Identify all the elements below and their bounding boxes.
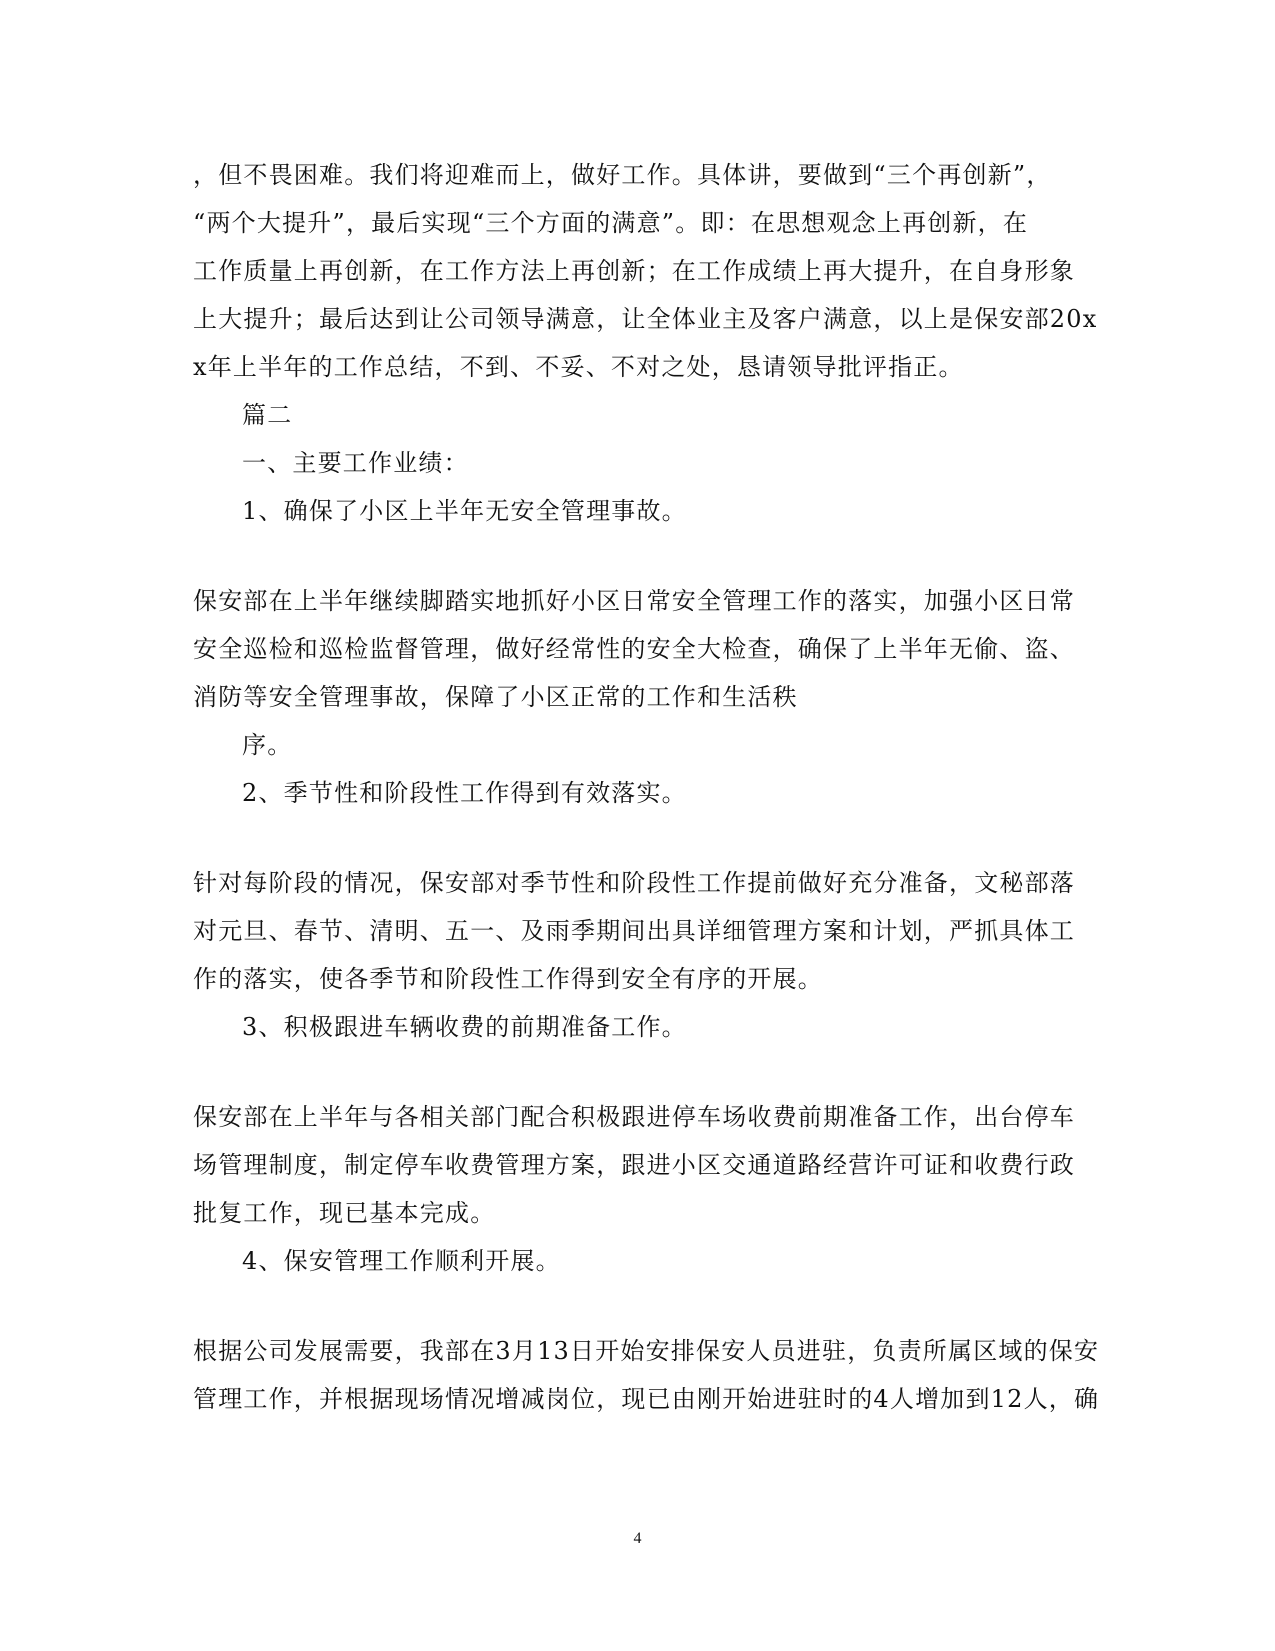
- item-heading: 2、季节性和阶段性工作得到有效落实。: [242, 779, 687, 807]
- item-heading: 3、积极跟进车辆收费的前期准备工作。: [242, 1013, 687, 1041]
- text-line: 保安部在上半年继续脚踏实地抓好小区日常安全管理工作的落实，加强小区日常: [193, 587, 1075, 615]
- text-line: 管理工作，并根据现场情况增减岗位，现已由刚开始进驻时的4人增加到12人，确: [193, 1385, 1100, 1413]
- text-line: x年上半年的工作总结，不到、不妥、不对之处，恳请领导批评指正。: [193, 353, 964, 381]
- item-heading: 4、保安管理工作顺利开展。: [242, 1247, 561, 1275]
- section-heading: 篇二: [242, 401, 293, 429]
- text-line: 消防等安全管理事故，保障了小区正常的工作和生活秩: [193, 683, 798, 711]
- text-line: 批复工作，现已基本完成。: [193, 1199, 496, 1227]
- text-line: “两个大提升”，最后实现“三个方面的满意”。即：在思想观念上再创新，在: [193, 209, 1029, 237]
- text-line: 安全巡检和巡检监督管理，做好经常性的安全大检查，确保了上半年无偷、盗、: [193, 635, 1075, 663]
- text-line: 工作质量上再创新，在工作方法上再创新；在工作成绩上再大提升，在自身形象: [193, 257, 1075, 285]
- text-line: 根据公司发展需要，我部在3月13日开始安排保安人员进驻，负责所属区域的保安: [193, 1337, 1100, 1365]
- text-line: 对元旦、春节、清明、五一、及雨季期间出具详细管理方案和计划，严抓具体工: [193, 917, 1075, 945]
- page-number: 4: [633, 1530, 642, 1547]
- text-line: 作的落实，使各季节和阶段性工作得到安全有序的开展。: [193, 965, 823, 993]
- text-line: 上大提升；最后达到让公司领导满意，让全体业主及客户满意，以上是保安部20x: [193, 305, 1098, 333]
- text-line: 序。: [242, 731, 293, 759]
- text-line: ，但不畏困难。我们将迎难而上，做好工作。具体讲，要做到“三个再创新”，: [193, 161, 1052, 189]
- text-line: 针对每阶段的情况，保安部对季节性和阶段性工作提前做好充分准备，文秘部落: [193, 869, 1075, 897]
- text-line: 场管理制度，制定停车收费管理方案，跟进小区交通道路经营许可证和收费行政: [193, 1151, 1075, 1179]
- item-heading: 1、确保了小区上半年无安全管理事故。: [242, 497, 687, 525]
- subsection-heading: 一、主要工作业绩：: [242, 449, 469, 477]
- text-line: 保安部在上半年与各相关部门配合积极跟进停车场收费前期准备工作，出台停车: [193, 1103, 1075, 1131]
